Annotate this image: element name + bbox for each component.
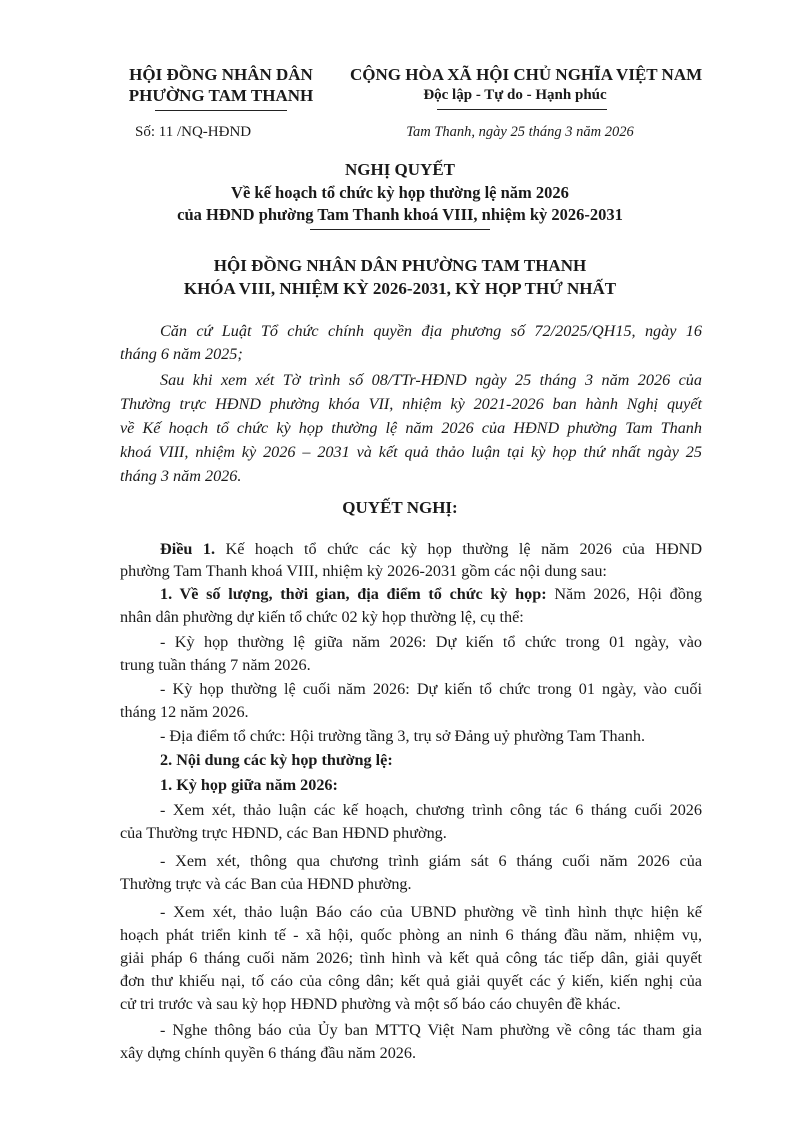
preamble-2-line-2: Thường trực HĐND phường khóa VII, nhiệm kỳ 2021-2026 ban hành Nghị quyết xyxy=(120,395,702,413)
place-date: Tam Thanh, ngày 25 tháng 3 năm 2026 xyxy=(406,124,634,140)
national-heading xyxy=(350,64,703,85)
decision-heading: QUYẾT NGHỊ: xyxy=(342,498,458,517)
org-name xyxy=(105,64,337,106)
title-underline xyxy=(310,229,490,230)
preamble-1-line-2: tháng 6 năm 2025; xyxy=(120,345,243,363)
org-underline xyxy=(155,110,287,111)
content-3-line-5: cử tri trước và sau kỳ họp HĐND phường và một số báo cáo chuyên đề khác. xyxy=(120,995,621,1013)
article-1-line-2: phường Tam Thanh khoá VIII, nhiệm kỳ 2026-2031 gồm các nội dung sau: xyxy=(120,562,607,580)
section-1-line-2: nhân dân phường dự kiến tổ chức 02 kỳ họp thường lệ, cụ thể: xyxy=(120,608,524,626)
bullet-1-line-2: trung tuần tháng 7 năm 2026. xyxy=(120,656,311,674)
bullet-2-line-1: - Kỳ họp thường lệ cuối năm 2026: Dự kiến tổ chức trong 01 ngày, vào cuối xyxy=(160,680,702,698)
motto: Độc lập - Tự do - Hạnh phúc xyxy=(423,87,607,103)
motto-underline xyxy=(437,109,607,110)
issuer-line-1: HỘI ĐỒNG NHÂN DÂN PHƯỜNG TAM THANH xyxy=(213,256,587,275)
section-1-title: 1. Về số lượng, thời gian, địa điểm tổ chức kỳ họp: xyxy=(160,585,547,603)
section-1-line-1 xyxy=(160,584,702,605)
bullet-3: - Địa điểm tổ chức: Hội trường tầng 3, trụ sở Đảng uỷ phường Tam Thanh. xyxy=(160,727,646,745)
content-1-line-1: - Xem xét, thảo luận các kế hoạch, chương trình công tác 6 tháng cuối 2026 xyxy=(160,801,702,819)
article-1-text: Kế hoạch tổ chức các kỳ họp thường lệ năm 2026 của HĐND xyxy=(225,540,703,558)
bullet-2-line-2: tháng 12 năm 2026. xyxy=(120,703,249,721)
section-2-title: 2. Nội dung các kỳ họp thường lệ: xyxy=(160,751,393,769)
preamble-2-line-1: Sau khi xem xét Tờ trình số 08/TTr-HĐND ngày 25 tháng 3 năm 2026 của xyxy=(160,371,702,389)
issuer-line-2: KHÓA VIII, NHIỆM KỲ 2026-2031, KỲ HỌP THỨ NHẤT xyxy=(183,279,617,298)
preamble-2-line-5: tháng 3 năm 2026. xyxy=(120,467,242,485)
doc-number: Số: 11 /NQ-HĐND xyxy=(135,124,252,140)
preamble-1-line-1: Căn cứ Luật Tổ chức chính quyền địa phương số 72/2025/QH15, ngày 16 xyxy=(160,322,702,340)
section-2-1-title: 1. Kỳ họp giữa năm 2026: xyxy=(160,776,338,794)
article-1-label: Điều 1. xyxy=(160,540,216,558)
content-2-line-1: - Xem xét, thông qua chương trình giám sát 6 tháng cuối năm 2026 của xyxy=(160,852,702,870)
content-3-line-3: giải pháp 6 tháng cuối năm 2026; tình hình và kết quả công tác tiếp dân, giải quyết xyxy=(120,949,702,967)
article-1-line-1 xyxy=(160,539,702,560)
content-4-line-2: xây dựng chính quyền 6 tháng đầu năm 2026. xyxy=(120,1044,417,1062)
title-line-2: của HĐND phường Tam Thanh khoá VIII, nhiệm kỳ 2026-2031 xyxy=(177,205,623,224)
content-1-line-2: của Thường trực HĐND, các Ban HĐND phường. xyxy=(120,824,447,842)
bullet-1-line-1: - Kỳ họp thường lệ giữa năm 2026: Dự kiến tổ chức trong 01 ngày, vào xyxy=(160,633,702,651)
title-line-1: Về kế hoạch tổ chức kỳ họp thường lệ năm 2026 xyxy=(231,183,569,202)
preamble-2-line-3: về Kế hoạch tổ chức kỳ họp thường lệ năm 2026 của HĐND phường Tam Thanh xyxy=(120,419,702,437)
content-3-line-4: đơn thư khiếu nại, tố cáo của công dân; kết quả giải quyết các ý kiến, kiến nghị của xyxy=(120,972,702,990)
content-2-line-2: Thường trực và các Ban của HĐND phường. xyxy=(120,875,412,893)
org-line-2: PHƯỜNG TAM THANH xyxy=(128,86,314,105)
content-3-line-2: hoạch phát triển kinh tế - xã hội, quốc phòng an ninh 6 tháng đầu năm, nhiệm vụ, xyxy=(120,926,702,944)
org-line-1: HỘI ĐỒNG NHÂN DÂN xyxy=(129,65,313,84)
nation-line: CỘNG HÒA XÃ HỘI CHỦ NGHĨA VIỆT NAM xyxy=(350,65,703,84)
content-3-line-1: - Xem xét, thảo luận Báo cáo của UBND phường về tình hình thực hiện kế xyxy=(160,903,702,921)
content-4-line-1: - Nghe thông báo của Ủy ban MTTQ Việt Nam phường về công tác tham gia xyxy=(160,1021,702,1039)
section-1-text: Năm 2026, Hội đồng xyxy=(554,585,703,603)
preamble-2-line-4: khoá VIII, nhiệm kỳ 2026 – 2031 và kết quả thảo luận tại kỳ họp thứ nhất ngày 25 xyxy=(120,443,702,461)
doc-type: NGHỊ QUYẾT xyxy=(344,160,456,179)
